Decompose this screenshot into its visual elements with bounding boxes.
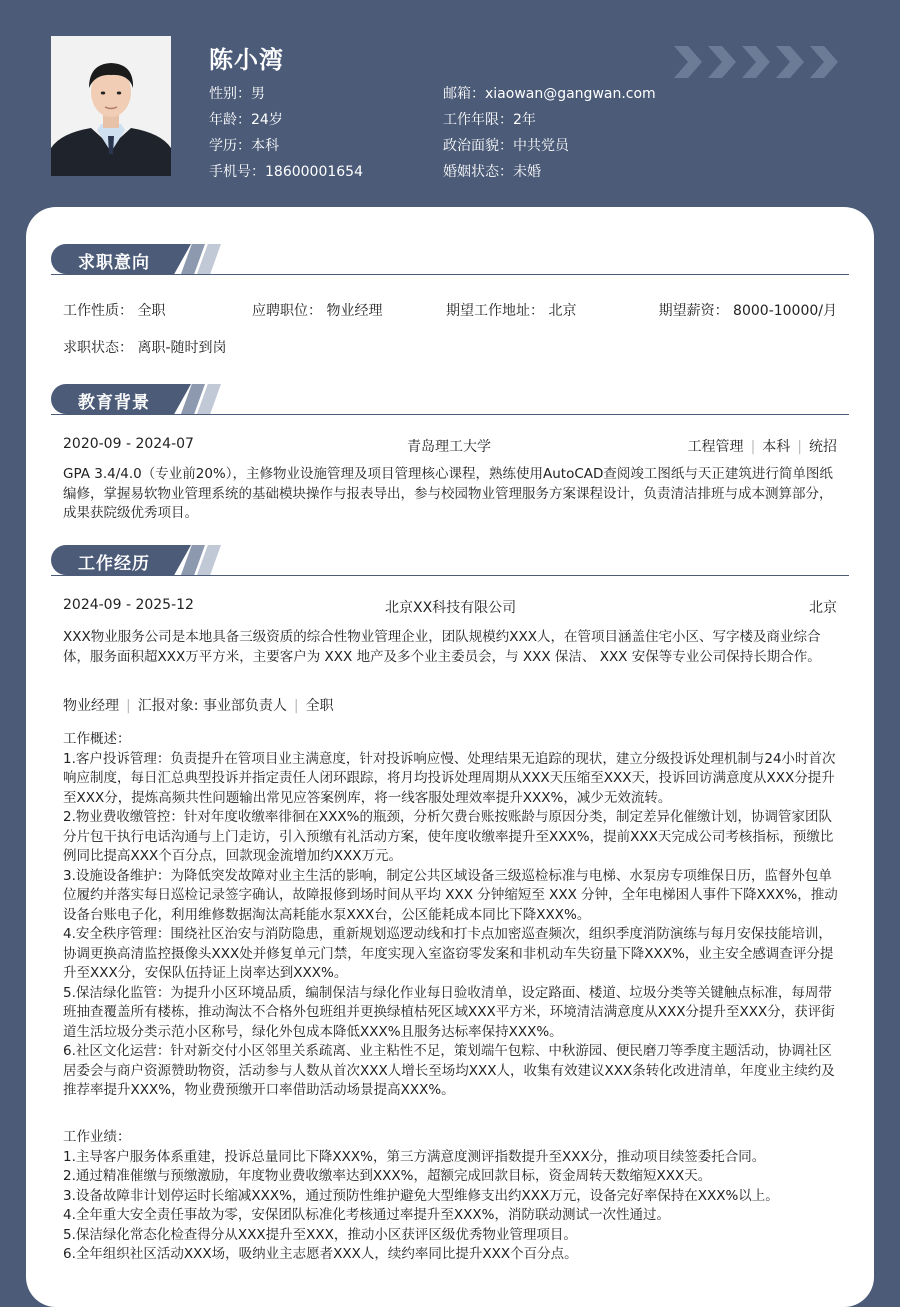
section-title: 工作经历 [78, 554, 150, 574]
section-header-job-intent [51, 244, 849, 276]
work-city: 北京 [809, 600, 837, 616]
avatar [51, 36, 171, 176]
political-field: 政治面貌：中共党员 [443, 138, 569, 154]
major: 工程管理 [687, 439, 744, 455]
profile-photo [51, 36, 171, 176]
work-type-field: 工作性质： 全职 [63, 303, 166, 319]
company-intro: XXX物业服务公司是本地具备三级资质的综合性物业管理企业，团队规模约XXX人，在管项目涵盖住宅小区、写字楼及商业综合体，服务面积超XXX万平方米，主要客户为 XXX 地产及多个业主委员会，与 XXX 保洁、 XXX 安保等专业公司保持长期合作。 [63, 629, 821, 665]
work-overview: 工作概述： 1.客户投诉管理：负责提升在管项目业主满意度，针对投诉响应慢、处理结果无追踪的现状，建立分级投诉处理机制与24小时首次响应制度，每日汇总典型投诉并指定责任人闭环跟踪，将月均投诉处理周期从XXX天压缩至XXX天，投诉回访满意度从XXX分提升至XXX分，提炼高频共性问题输出常见应答案例库，将一线客服处理效率提升XXX%，减少无效流转。 2.物业费收缴管控：针对年度收缴率徘徊在XXX%的瓶颈，分析欠费台账按账龄与原因分类，制定差异化催缴计划，协调管家团队分片包干执行电话沟通与上门走访，引入预缴有礼活动方案，使年度收缴率提升至XXX%，提前XXX天完成公司考核指标，预缴比例同比提高XXX个百分点，回款现金流增加约XXX万元。 3.设施设备维护：为降低突发故障对业主生活的影响，制定公共区域设备三级巡检标准与电梯、水泵房专项维保日历，监督外包单位履约并落实每日巡检记录签字确认，故障报修到场时间从平均 XXX 分钟缩短至 XXX 分钟，全年电梯困人事件下降XXX%，推动设备台账电子化，利用维修数据淘汰高耗能水泵XXX台，公区能耗成本同比下降XXX%。 4.安全秩序管理：围绕社区治安与消防隐患，重新规划巡逻动线和打卡点加密巡查频次，组织季度消防演练与每月安保技能培训，协调更换高清监控摄像头XXX处并修复单元门禁，年度实现入室盗窃零发案和非机动车失窃量下降XXX%，业主安全感调查评分提升至XXX分，安保队伍持证上岗率达到XXX%。 5.保洁绿化监管：为提升小区环境品质，编制保洁与绿化作业每日验收清单，设定路面、楼道、垃圾分类等关键触点标准，每周带班抽查覆盖所有楼栋，推动淘汰不合格外包班组并更换绿植枯死区域XXX平方米，环境清洁满意度从XXX分提升至XXX分，获评街道生活垃圾分类示范小区称号，绿化外包成本降低XXX%且服务达标率保持XXX%。 6.社区文化运营：针对新交付小区邻里关系疏离、业主粘性不足，策划端午包粽、中秋游园、便民磨刀等季度主题活动，协调社区居委会与商户资源赞助物资，活动参与人数从首次XXX人增长至场均XXX人，收集有效建议XXX条转化改进清单，年度业主续约及推荐率提升XXX%，物业费预缴开口率借助活动场景提高XXX%。 [63, 731, 838, 1098]
education-field: 学历：本科 [209, 138, 279, 154]
school-name: 青岛理工大学 [407, 439, 491, 455]
section-title: 教育背景 [78, 393, 150, 413]
marital-field: 婚姻状态：未婚 [443, 164, 541, 180]
company-name: 北京XX科技有限公司 [385, 600, 517, 616]
candidate-name: 陈小湾 [209, 46, 284, 74]
job-status-field: 求职状态： 离职-随时到岗 [63, 340, 227, 356]
work-achievements: 工作业绩： 1.主导客户服务体系重建，投诉总量同比下降XXX%，第三方满意度测评指数提升至XXX分，推动项目续签委托合同。 2.通过精准催缴与预缴激励，年度物业费收缴率达到XXX%，超额完成回款目标，资金周转天数缩短XXX天。 3.设备故障非计划停运时长缩减XXX%，通过预防性维护避免大型维修支出约XXX万元，设备完好率保持在XXX%以上。 4.全年重大安全责任事故为零，安保团队标准化考核通过率提升至XXX%，消防联动测试一次性通过。 5.保洁绿化常态化检查得分从XXX提升至XXX，推动小区获评区级优秀物业管理项目。 6.全年组织社区活动XXX场，吸纳业主志愿者XXX人，续约率同比提升XXX个百分点。 [63, 1129, 779, 1262]
salary-field: 期望薪资： 8000-10000/月 [658, 303, 837, 319]
work-period: 2024-09 - 2025-12 [63, 597, 194, 613]
age-field: 年龄：24岁 [209, 112, 283, 128]
section-header-work [51, 545, 849, 577]
resume-header [0, 0, 900, 215]
role: 物业经理 [63, 698, 119, 714]
section-title: 求职意向 [78, 253, 150, 273]
report-to: 汇报对象: 事业部负责人 [137, 698, 287, 714]
chevron-right-icon [804, 42, 844, 82]
enrollment-type: 统招 [809, 439, 837, 455]
education-description: GPA 3.4/4.0（专业前20%），主修物业设施管理及项目管理核心课程，熟练使用AutoCAD查阅竣工图纸与天正建筑进行简单图纸编修，掌握易软物业管理系统的基础模块操作与报表导出，参与校园物业管理服务方案课程设计，负责清洁排班与成本测算部分，成果获院级优秀项目。 [63, 466, 833, 521]
education-tags: 工程管理 | 本科 | 统招 [687, 439, 837, 455]
role-tags: 物业经理 | 汇报对象: 事业部负责人 | 全职 [63, 698, 334, 714]
divider [51, 575, 849, 576]
employment-type: 全职 [305, 698, 334, 714]
section-header-education [51, 384, 849, 416]
gender-field: 性别：男 [209, 86, 265, 102]
phone-field: 手机号：18600001654 [209, 164, 363, 180]
work-years-field: 工作年限：2年 [443, 112, 536, 128]
divider [51, 414, 849, 415]
email-field: 邮箱：xiaowan@gangwan.com [443, 86, 656, 102]
location-field: 期望工作地址： 北京 [446, 303, 577, 319]
divider [51, 274, 849, 275]
degree: 本科 [762, 439, 791, 455]
position-field: 应聘职位： 物业经理 [252, 303, 383, 319]
education-period: 2020-09 - 2024-07 [63, 436, 194, 452]
